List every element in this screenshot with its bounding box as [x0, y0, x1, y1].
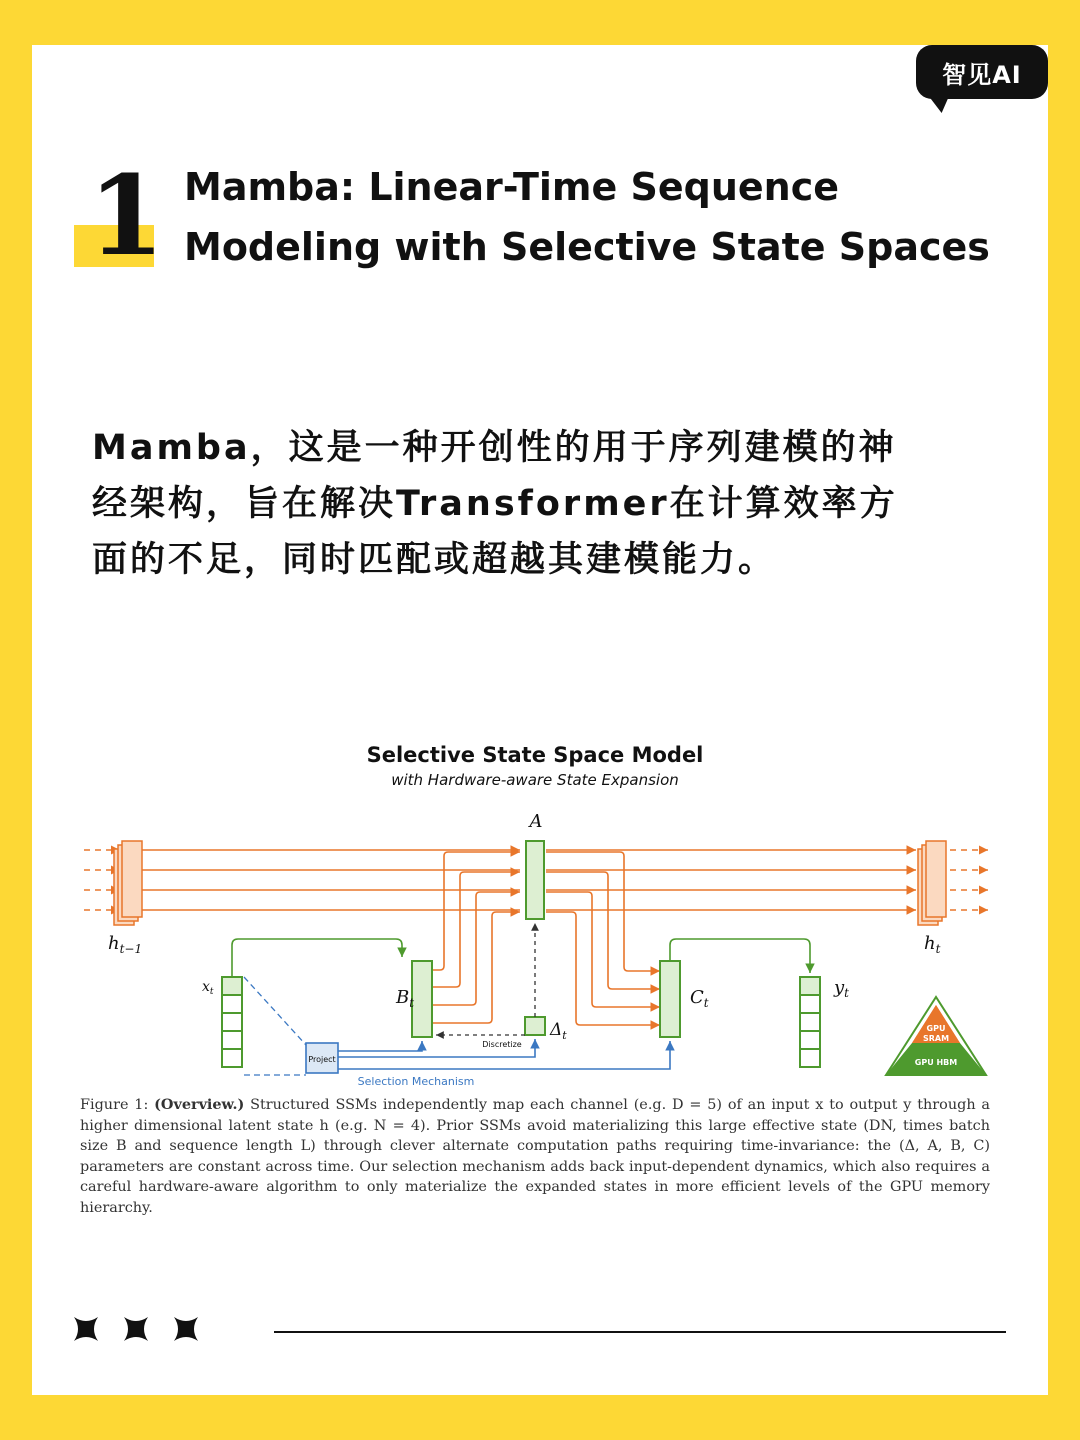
- pyramid-hbm: GPU HBM: [914, 1058, 958, 1067]
- four-point-star-icon: [72, 1315, 100, 1343]
- delta-block: [525, 1017, 545, 1035]
- caption-text: Structured SSMs independently map each channel (e.g. D = 5) of an input x to output y through a higher dimensional latent state h (e.g. N = 4). Prior SSMs avoid materializing this large effective state (DN, times batch size B and sequence length L) through clever alternate computation paths requiring time-invariance: the (Δ, A, B, C) parameters are constant across time. Our selection mechanism adds back input-dependent dynamics, which also requires a careful hardware-aware algorithm to only materialize the expanded states in more efficient levels of the GPU memory hierarchy.: [80, 1097, 990, 1216]
- label-y-sub: t: [844, 986, 849, 1000]
- svg-text:Ct: [690, 987, 709, 1010]
- pyramid-sram: SRAM: [922, 1034, 950, 1043]
- label-selection: Selection Mechanism: [357, 1075, 475, 1088]
- label-delta-sub: t: [562, 1029, 567, 1042]
- content-card: [32, 45, 1048, 1395]
- label-B: B: [396, 987, 410, 1008]
- svg-text:Δt: [549, 1020, 567, 1042]
- figure-caption: [80, 1095, 990, 1219]
- label-y: y: [834, 977, 845, 998]
- label-C-sub: t: [703, 996, 709, 1010]
- label-h: h: [924, 933, 936, 954]
- ssm-figure: [80, 735, 1010, 1095]
- section-number: 1: [88, 151, 165, 280]
- paper-title: [184, 157, 1014, 277]
- summary-line-2: 经架构，旨在解决Transformer在计算效率方: [92, 484, 898, 524]
- label-C: C: [690, 987, 704, 1008]
- state-h: [918, 841, 946, 925]
- svg-text:yt: [833, 977, 849, 1000]
- label-delta: Δ: [550, 1020, 563, 1040]
- caption-bold: (Overview.): [154, 1096, 245, 1113]
- label-x-sub: t: [209, 987, 214, 997]
- four-point-star-icon: [122, 1315, 150, 1343]
- footer-divider: [274, 1331, 1006, 1333]
- label-h-prev-sub: t−1: [119, 942, 143, 956]
- summary-line-3: 面的不足，同时匹配或超越其建模能力。: [92, 540, 777, 580]
- summary-text: [92, 420, 992, 588]
- title-line-2: Modeling with Selective State Spaces: [184, 225, 990, 269]
- label-B-sub: t: [409, 996, 415, 1010]
- figure-title: Selective State Space Model: [366, 743, 704, 767]
- matrix-A: [526, 841, 544, 919]
- label-h-prev: h: [108, 933, 120, 954]
- label-h-sub: t: [935, 942, 941, 956]
- svg-text:ht−1: [108, 933, 142, 956]
- label-x: x: [202, 979, 210, 995]
- state-h-prev: [114, 841, 142, 925]
- summary-line-1: Mamba，这是一种开创性的用于序列建模的神: [92, 428, 897, 468]
- output-y: [800, 977, 820, 1067]
- figure-subtitle: with Hardware-aware State Expansion: [391, 771, 679, 789]
- title-line-1: Mamba: Linear-Time Sequence: [184, 165, 840, 209]
- svg-text:xt: [202, 979, 214, 997]
- matrix-C: [660, 961, 680, 1037]
- label-project: Project: [308, 1055, 336, 1064]
- label-A: A: [529, 811, 543, 832]
- matrix-B: [412, 961, 432, 1037]
- label-discretize: Discretize: [482, 1040, 522, 1049]
- pyramid-gpu: GPU: [926, 1024, 946, 1033]
- input-x: [222, 977, 242, 1067]
- caption-lead: Figure 1:: [80, 1097, 155, 1113]
- star-decoration: [72, 1315, 200, 1345]
- brand-badge: 智见AI: [916, 45, 1048, 99]
- four-point-star-icon: [172, 1315, 200, 1343]
- svg-text:ht: [924, 933, 941, 956]
